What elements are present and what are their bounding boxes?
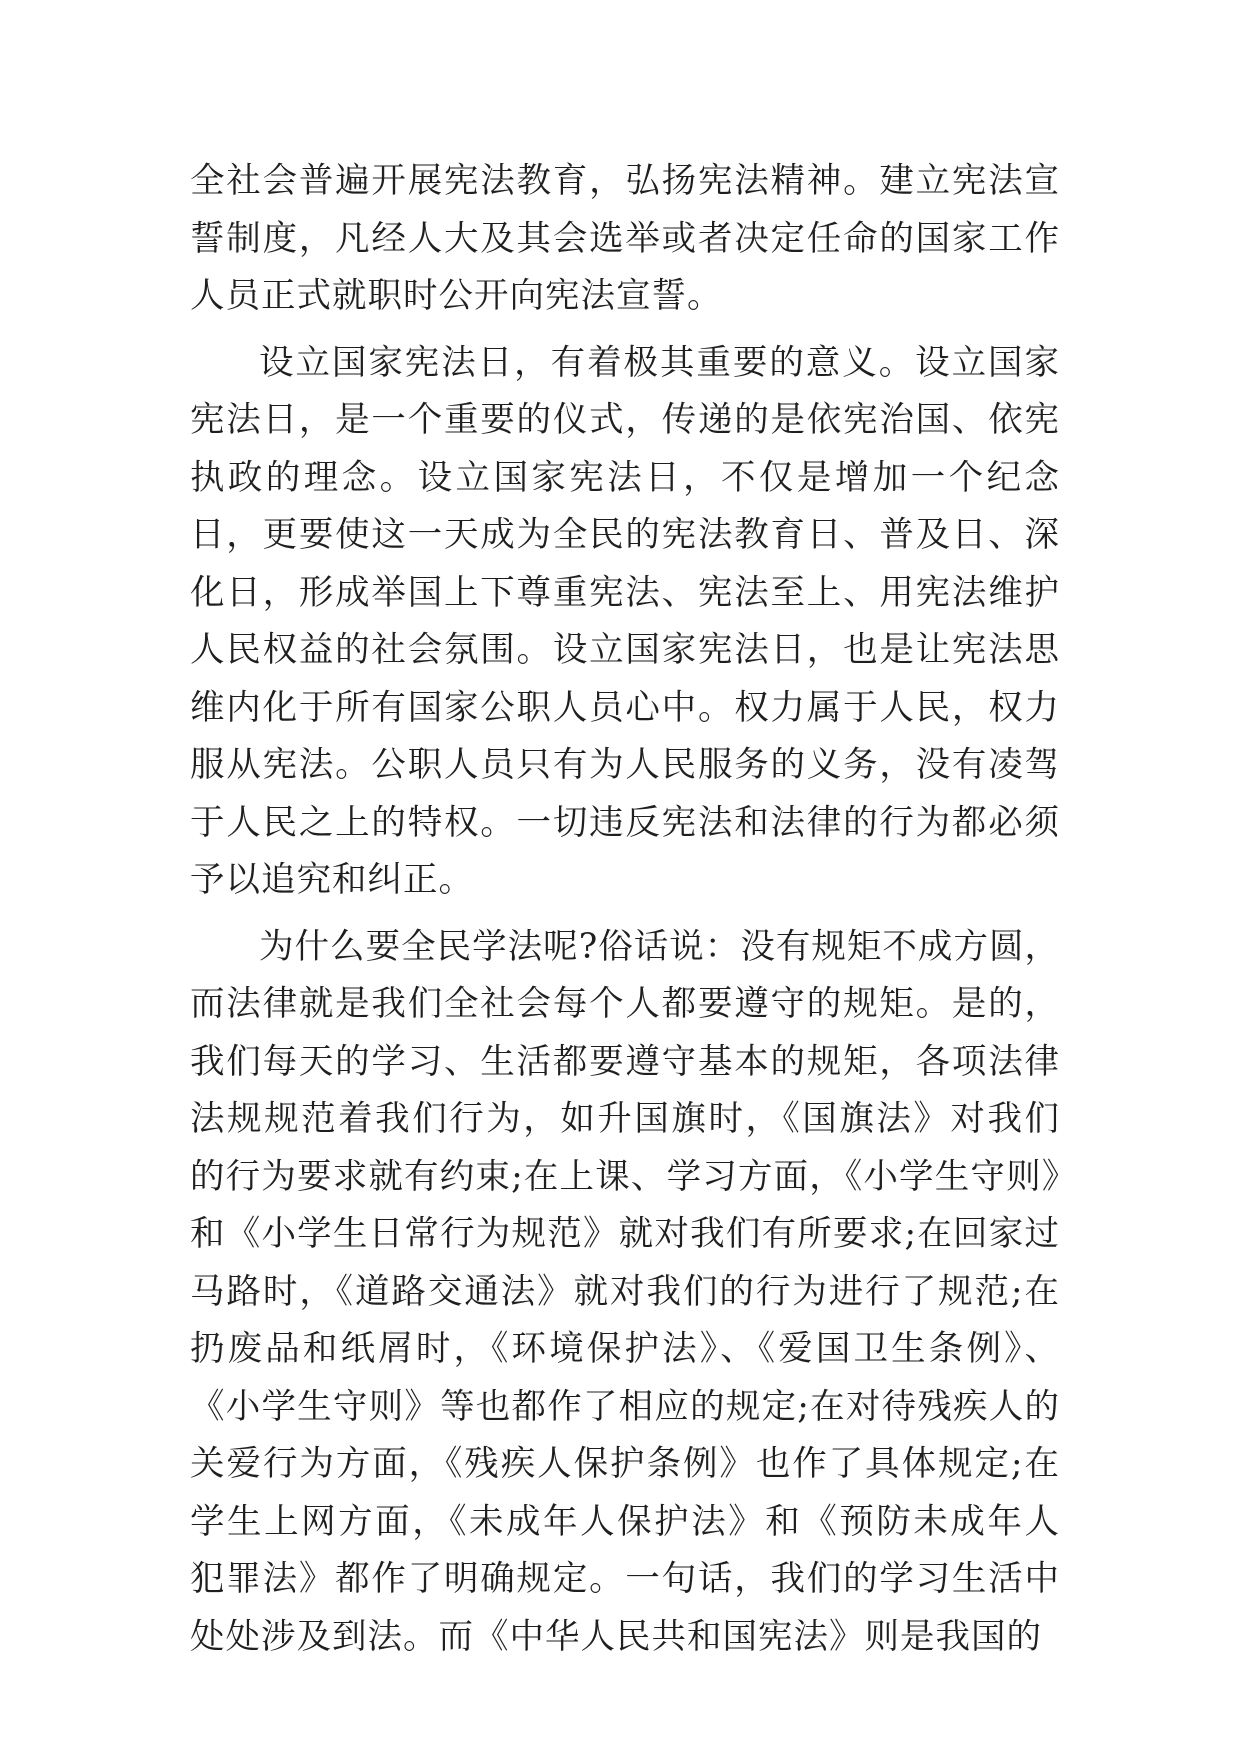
paragraph-1: 全社会普遍开展宪法教育，弘扬宪法精神。建立宪法宣誓制度，凡经人大及其会选举或者决定任命的国家工作人员正式就职时公开向宪法宣誓。 <box>190 161 1060 316</box>
paragraph-2: 设立国家宪法日，有着极其重要的意义。设立国家宪法日，是一个重要的仪式，传递的是依宪治国、依宪执政的理念。设立国家宪法日，不仅是增加一个纪念日，更要使这一天成为全民的宪法教育日、普及日、深化日，形成举国上下尊重宪法、宪法至上、用宪法维护人民权益的社会氛围。设立国家宪法日，也是让宪法思维内化于所有国家公职人员心中。权力属于人民，权力服从宪法。公职人员只有为人民服务的义务，没有凌驾于人民之上的特权。一切违反宪法和法律的行为都必须予以追究和纠正。 <box>190 342 1060 900</box>
paragraph-3: 为什么要全民学法呢?俗话说：没有规矩不成方圆，而法律就是我们全社会每个人都要遵守的规矩。是的，我们每天的学习、生活都要遵守基本的规矩，各项法律法规规范着我们行为，如升国旗时，《国旗法》对我们的行为要求就有约束;在上课、学习方面，《小学生守则》和《小学生日常行为规范》就对我们有所要求;在回家过马路时，《道路交通法》就对我们的行为进行了规范;在扔废品和纸屑时，《环境保护法》、《爱国卫生条例》、《小学生守则》等也都作了相应的规定;在对待残疾人的关爱行为方面，《残疾人保护条例》也作了具体规定;在学生上网方面，《未成年人保护法》和《预防未成年人犯罪法》都作了明确规定。一句话，我们的学习生活中处处涉及到法。而《中华人民共和国宪法》则是我国的 <box>190 926 1060 1657</box>
document-body <box>190 153 1060 1666</box>
